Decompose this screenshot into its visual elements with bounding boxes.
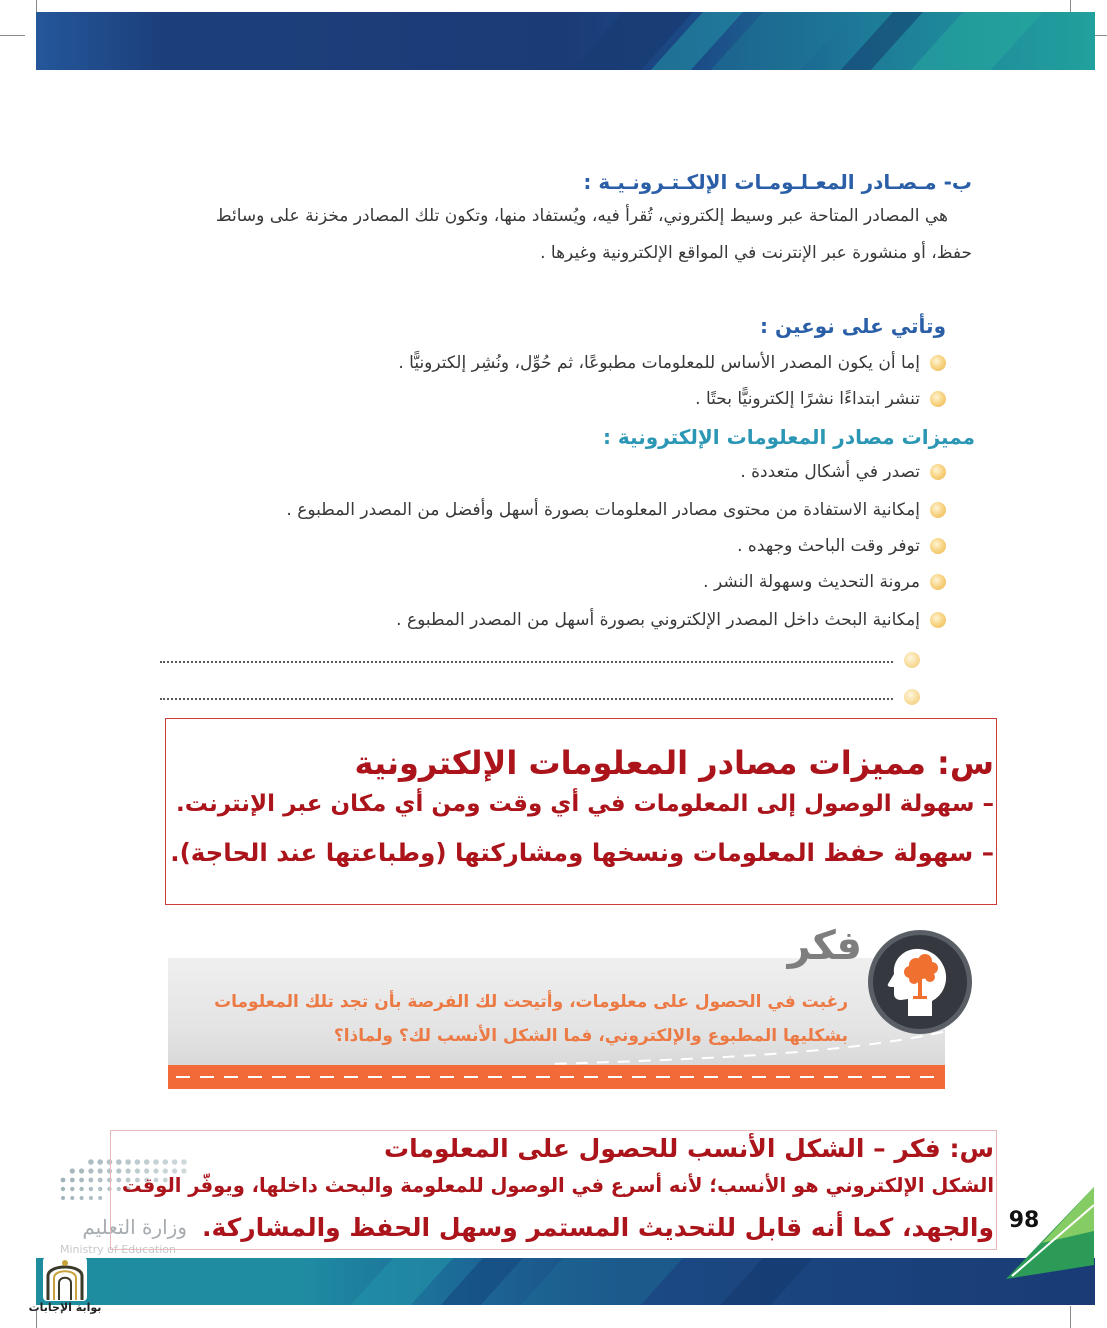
logo-dot — [89, 1178, 94, 1183]
types-heading: وتأتي على نوعين : — [759, 314, 946, 338]
top-banner — [36, 12, 1095, 70]
crop-mark — [0, 35, 25, 36]
logo-dot — [88, 1168, 93, 1173]
banner-stripe — [682, 1258, 840, 1305]
bottom-banner — [36, 1258, 1095, 1305]
answer-question: س: مميزات مصادر المعلومات الإلكترونية — [354, 744, 994, 782]
logo-dot — [79, 1187, 83, 1191]
answer-point: – سهولة الوصول إلى المعلومات في أي وقت ومن أي مكان عبر الإنترنت. — [176, 791, 994, 817]
blank-dotted-line — [160, 698, 893, 700]
logo-dot — [89, 1196, 93, 1200]
logo-dot — [98, 1196, 102, 1200]
ministry-name-ar: وزارة التعليم — [82, 1215, 187, 1239]
answer-question: س: فكر – الشكل الأنسب للحصول على المعلومات — [384, 1134, 994, 1163]
definition-line: هي المصادر المتاحة عبر وسيط إلكتروني، تُقرأ فيه، ويُستفاد منها، وتكون تلك المصادر مخزنة على وسائط — [215, 206, 948, 226]
bullet-dot-icon — [930, 355, 946, 371]
bullet-dot-icon — [904, 652, 920, 668]
watermark-label: بوابة الإجابات — [28, 1301, 102, 1314]
answer-box-think — [110, 1130, 997, 1250]
bullet-dot-icon — [930, 502, 946, 518]
feature-item: إمكانية الاستفادة من محتوى مصادر المعلومات بصورة أسهل وأفضل من المصدر المطبوع . — [286, 500, 920, 520]
logo-dot — [97, 1159, 103, 1165]
logo-dot — [98, 1178, 103, 1183]
think-prompt-line: بشكليها المطبوع والإلكتروني، فما الشكل الأنسب لك؟ ولماذا؟ — [333, 1026, 848, 1046]
section-heading: ب- مـصـادر المعـلـومـات الإلكـتـرونـيـة : — [583, 170, 972, 194]
logo-dot — [80, 1196, 84, 1200]
logo-dot — [98, 1168, 103, 1173]
bullet-dot-icon — [930, 612, 946, 628]
blank-dotted-line — [160, 661, 893, 663]
bullet-dot-icon — [930, 538, 946, 554]
bullet-dot-icon — [930, 391, 946, 407]
logo-dot — [70, 1178, 75, 1183]
page-number: 98 — [1008, 1208, 1040, 1233]
logo-dot — [70, 1196, 74, 1200]
ministry-name-en: Ministry of Education — [60, 1243, 177, 1256]
feature-item: تصدر في أشكال متعددة . — [740, 462, 920, 482]
feature-item: إمكانية البحث داخل المصدر الإلكتروني بصورة أسهل من المصدر المطبوع . — [396, 610, 920, 630]
bullet-dot-icon — [930, 574, 946, 590]
bullet-dot-icon — [904, 689, 920, 705]
answer-text: والجهد، كما أنه قابل للتحديث المستمر وسهل الحفظ والمشاركة. — [202, 1213, 994, 1242]
logo-dot — [98, 1187, 102, 1191]
type-item: إما أن يكون المصدر الأساس للمعلومات مطبوعًا، ثم حُوِّل، ونُشِر إلكترونيًّا . — [398, 353, 920, 373]
definition-line: حفظ، أو منشورة عبر الإنترنت في المواقع الإلكترونية وغيرها . — [540, 243, 972, 263]
answer-point: – سهولة حفظ المعلومات ونسخها ومشاركتها (وطباعتها عند الحاجة). — [170, 838, 994, 867]
logo-dot — [61, 1187, 65, 1191]
type-item: تنشر ابتداءًا نشرًا إلكترونيًّا بحتًا . — [695, 389, 920, 409]
logo-dot — [61, 1178, 66, 1183]
feature-item: مرونة التحديث وسهولة النشر . — [703, 572, 920, 592]
bullet-dot-icon — [930, 464, 946, 480]
logo-dot — [89, 1187, 93, 1191]
logo-dot — [88, 1159, 94, 1165]
arch-icon — [42, 1256, 88, 1302]
think-title: فكر — [787, 923, 862, 969]
crop-mark — [1070, 1306, 1071, 1328]
logo-dot — [79, 1178, 84, 1183]
crop-mark — [36, 0, 37, 12]
answer-box-features — [165, 718, 997, 905]
logo-dot — [61, 1196, 65, 1200]
feature-item: توفر وقت الباحث وجهده . — [737, 536, 920, 556]
head-tree-icon — [866, 928, 974, 1036]
think-prompt-line: رغبت في الحصول على معلومات، وأتيحت لك الفرصة بأن تجد تلك المعلومات — [214, 992, 848, 1012]
logo-dot — [79, 1168, 84, 1173]
logo-dot — [70, 1187, 74, 1191]
logo-dot — [70, 1168, 75, 1173]
answer-text: الشكل الإلكتروني هو الأنسب؛ لأنه أسرع في الوصول للمعلومة والبحث داخلها، ويوفّر الوقت — [121, 1174, 994, 1197]
features-heading: مميزات مصادر المعلومات الإلكترونية : — [602, 425, 975, 449]
